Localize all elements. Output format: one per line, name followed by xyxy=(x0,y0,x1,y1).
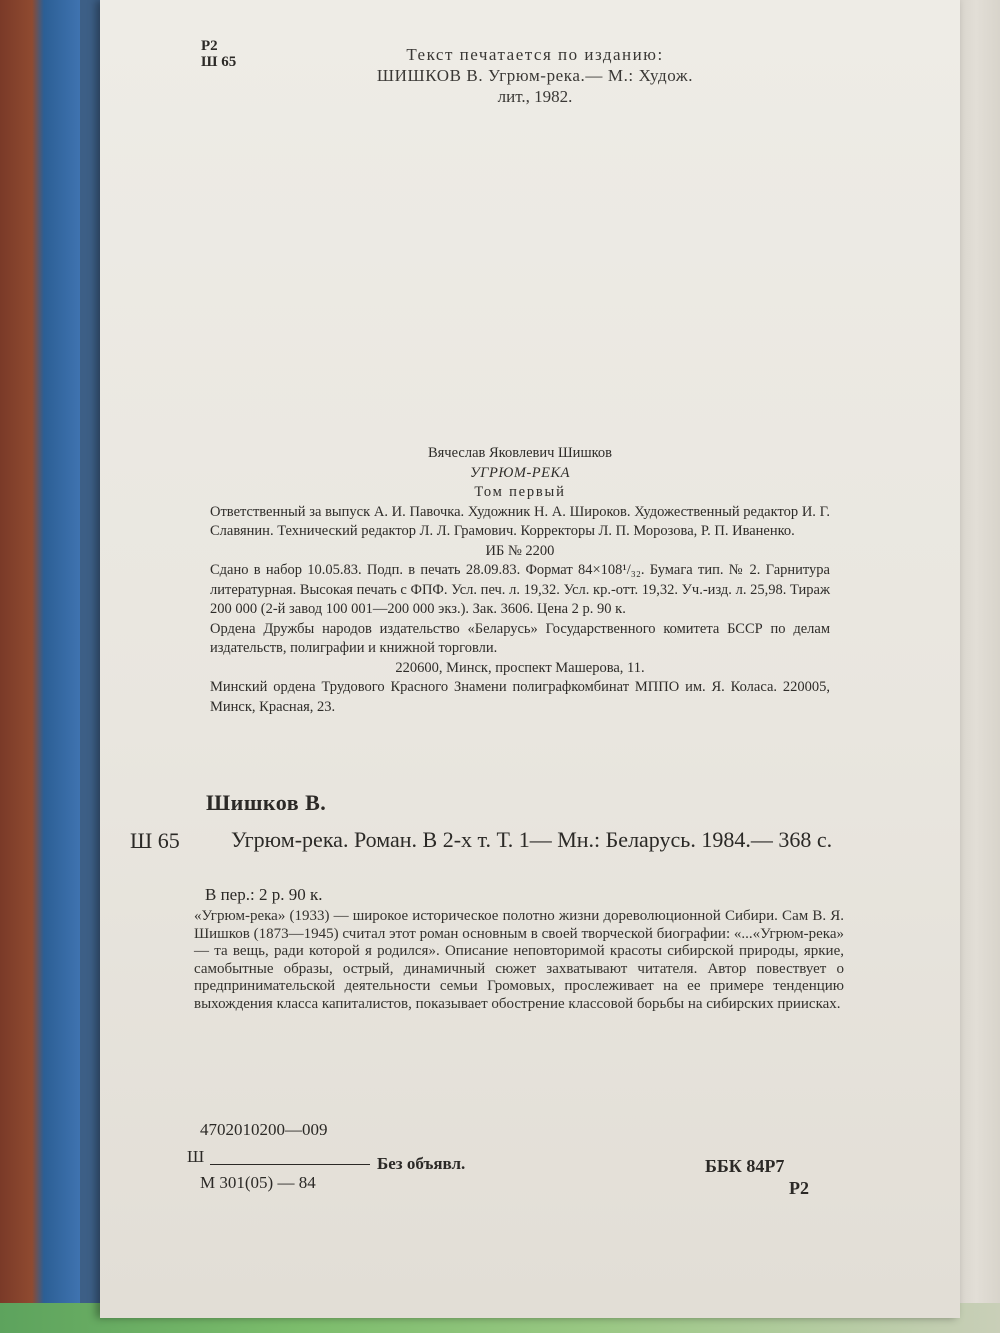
card-bbk-code: ББК 84Р7 xyxy=(705,1156,785,1176)
imprint-author: Вячеслав Яковлевич Шишков xyxy=(427,445,613,461)
source-note-line-2: ШИШКОВ В. Угрюм-река.— М.: Худож. xyxy=(376,66,694,85)
card-bbk-subcode: Р2 xyxy=(789,1178,809,1198)
imprint-publisher-address: 220600, Минск, проспект Машерова, 11. xyxy=(395,659,645,676)
book-page xyxy=(100,0,960,1318)
imprint-printer: Минский ордена Трудового Красного Знамени полиграфкомбинат МППО им. Я. Коласа. 220005, Минск, Красная, 23. xyxy=(210,679,830,715)
source-note-line-3: лит., 1982. xyxy=(497,87,573,106)
imprint-block xyxy=(210,444,830,717)
card-no-ad-note: Без объявл. xyxy=(377,1154,466,1173)
card-author: Шишков В. xyxy=(206,790,327,815)
imprint-print-data: Сдано в набор 10.05.83. Подп. в печать 28.09.83. Формат 84×108¹/₃₂. Бумага тип. № 2. Гарнитура литературная. Высокая печать с ФПФ. Усл. печ. л. 19,32. Усл. кр.-отт. 19,32. Уч.-изд. л. 25,98. Тираж 200 000 (2-й завод 100 001—200 000 экз.). Зак. 3606. Цена 2 р. 90 к. xyxy=(210,562,830,617)
imprint-staff: Ответственный за выпуск А. И. Павочка. Художник Н. А. Широков. Художественный редактор И. Г. Славянин. Технический редактор Л. Л. Грамович. Корректоры Л. П. Морозова, Р. П. Иваненко. xyxy=(210,503,830,539)
author-code-top: Ш 65 xyxy=(201,54,237,70)
card-sh-letter: Ш xyxy=(187,1147,205,1166)
card-title-line: Угрюм-река. Роман. В 2-х т. Т. 1— Мн.: Беларусь. 1984.— 368 с. xyxy=(231,827,833,852)
card-m-code: М 301(05) — 84 xyxy=(200,1173,316,1192)
card-isbn-code: 4702010200—009 xyxy=(200,1120,328,1139)
book-cover-edge xyxy=(0,0,80,1333)
card-annotation: «Угрюм-река» (1933) — широкое историческое полотно жизни дореволюционной Сибири. Сам В. Я. Шишков (1873—1945) считал этот роман основным в своей творческой биографии: «...«Угрюм-река» — та вещь, ради которой я родился». Описание неповторимой красоты сибирской природы, яркие, самобытные образы, острый, динамичный сюжет захватывают читателя. Автор повествует о предпринимательской деятельности семьи Громовых, прослеживает на ее примере тенденцию выхождения класса капиталистов, показывает обострение классовой борьбы на сибирских приисках. xyxy=(194,908,844,1012)
imprint-volume: Том первый xyxy=(474,484,566,500)
classification-code-top: Р2 xyxy=(201,38,218,54)
imprint-ib-number: ИБ № 2200 xyxy=(485,542,555,559)
card-author-code: Ш 65 xyxy=(130,828,180,853)
imprint-publisher: Ордена Дружбы народов издательство «Беларусь» Государственного комитета БССР по делам издательств, полиграфии и книжной торговли. xyxy=(210,620,830,656)
source-edition-note xyxy=(325,44,745,107)
source-note-line-1: Текст печатается по изданию: xyxy=(406,45,664,64)
imprint-title: УГРЮМ-РЕКА xyxy=(470,464,570,481)
card-fraction-rule xyxy=(210,1164,370,1165)
card-price: В пер.: 2 р. 90 к. xyxy=(205,885,323,904)
